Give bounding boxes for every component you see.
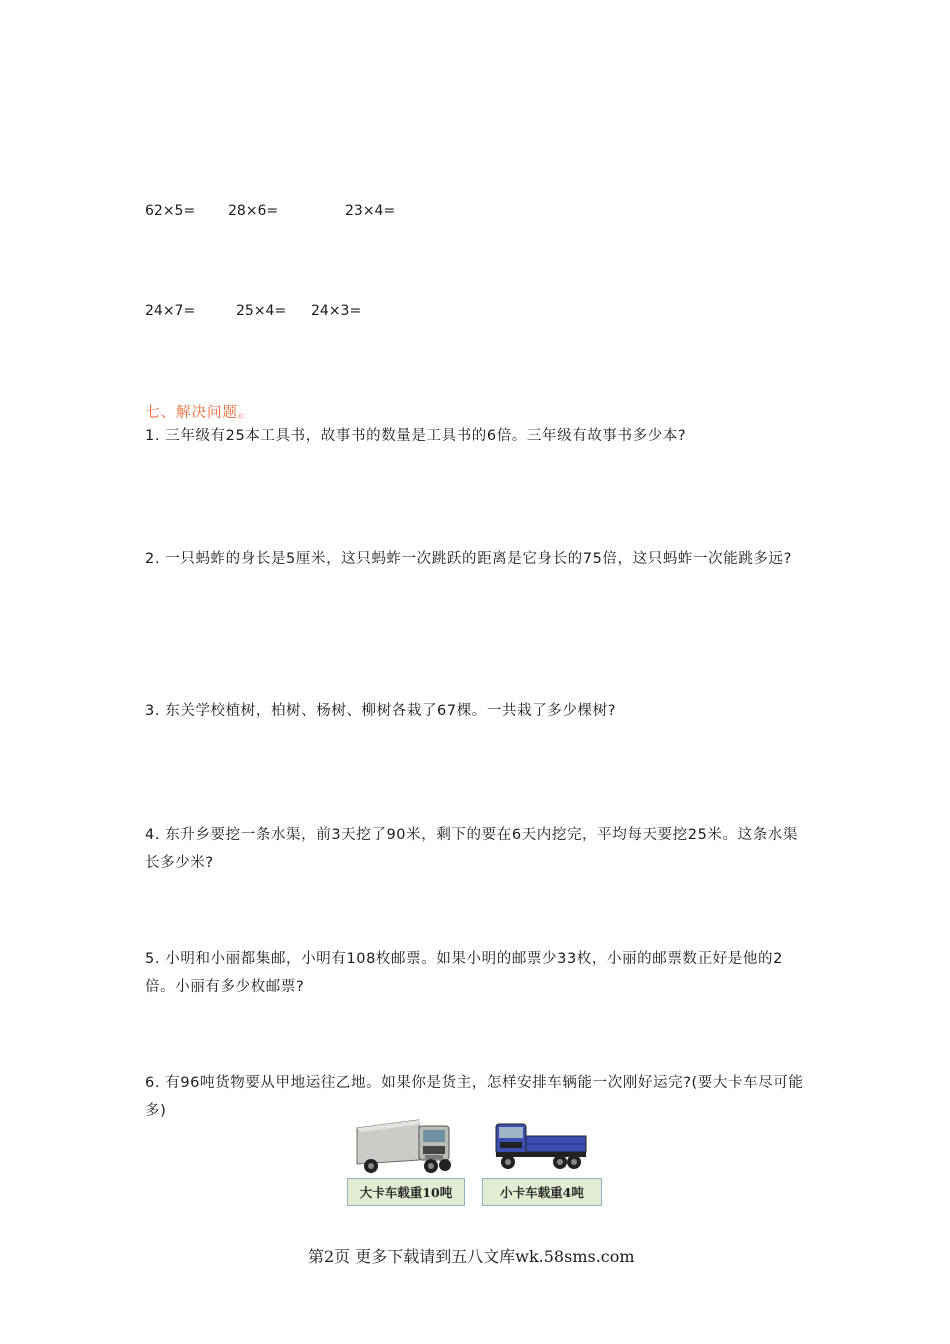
calc-2-1: 24×7= (145, 303, 196, 319)
question-1: 1. 三年级有25本工具书，故事书的数量是工具书的6倍。三年级有故事书多少本? (145, 428, 687, 444)
question-4: 4. 东升乡要挖一条水渠，前3天挖了90米，剩下的要在6天内挖完，平均每天要挖25米。这条水渠长多少米? (145, 827, 798, 871)
section-title: 七、解决问题。 (145, 405, 254, 421)
small-truck-icon (488, 1118, 592, 1176)
question-3: 3. 东关学校植树，柏树、杨树、柳树各栽了67棵。一共栽了多少棵树? (145, 703, 616, 719)
calc-1-2: 28×6= (228, 203, 279, 219)
calc-2-2: 25×4= (236, 303, 287, 319)
calc-1-3: 23×4= (345, 203, 396, 219)
big-truck-label: 大卡车载重10吨 (347, 1178, 465, 1206)
calc-2-3: 24×3= (311, 303, 362, 319)
question-2: 2. 一只蚂蚱的身长是5厘米，这只蚂蚱一次跳跃的距离是它身长的75倍，这只蚂蚱一次能跳多远? (145, 551, 792, 567)
question-5: 5. 小明和小丽都集邮，小明有108枚邮票。如果小明的邮票少33枚，小丽的邮票数正好是他的2倍。小丽有多少枚邮票? (145, 951, 783, 995)
calc-1-1: 62×5= (145, 203, 196, 219)
small-truck-label: 小卡车载重4吨 (482, 1178, 602, 1206)
page-footer: 第2页 更多下载请到五八文库wk.58sms.com (308, 1247, 635, 1266)
question-6: 6. 有96吨货物要从甲地运往乙地。如果你是货主，怎样安排车辆能一次刚好运完?(要大卡车尽可能多) (145, 1075, 804, 1119)
big-truck-icon (353, 1118, 457, 1176)
